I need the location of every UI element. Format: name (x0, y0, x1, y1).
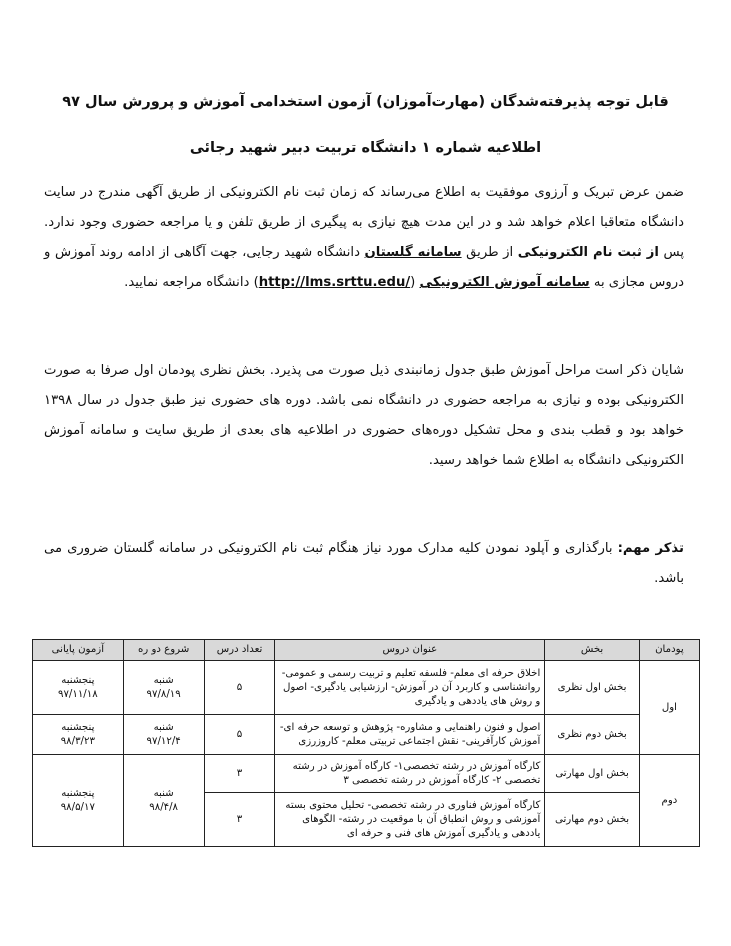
topics-cell: کارگاه آموزش فناوری در رشته تخصصی- تحلیل محتوی بسته آموزشی و روش انطباق آن با موقعیت در رشته- الگوهای یاددهی و یادگیری آموزش های فنی و حرفه ای (275, 793, 545, 847)
text-run: از طریق (461, 245, 518, 260)
header-count: تعداد درس (204, 640, 275, 661)
text-run: ) دانشگاه مراجعه نمایید. (124, 275, 259, 290)
exam-date: ۹۷/۱۱/۱۸ (57, 688, 98, 700)
paragraph-registration (44, 178, 684, 298)
elearning-system-text: سامانه آموزش الکترونیکی (419, 275, 590, 290)
note-label: تذکر مهم: (617, 541, 684, 556)
exam-date: ۹۸/۵/۱۷ (60, 801, 95, 813)
document-title: قابل توجه پذیرفته‌شدگان (مهارت‌آموزان) آزمون استخدامی آموزش و پرورش سال ۹۷ (62, 94, 669, 110)
table-row (33, 661, 700, 715)
section-cell: بخش دوم مهارتی (545, 793, 640, 847)
exam-cell (33, 755, 124, 847)
header-exam: آزمون پایانی (33, 640, 124, 661)
exam-day: پنجشنبه (61, 787, 95, 799)
exam-cell (33, 715, 124, 755)
exam-date: ۹۸/۳/۲۳ (60, 735, 95, 747)
table-row (33, 715, 700, 755)
start-day: شنبه (153, 674, 174, 686)
module-cell: اول (639, 661, 699, 755)
header-module: پودمان (639, 640, 699, 661)
section-cell: بخش دوم نظری (545, 715, 640, 755)
topics-cell: کارگاه آموزش در رشته تخصصی۱- کارگاه آموزش در رشته تخصصی ۲- کارگاه آموزش در رشته تخصصی ۳ (275, 755, 545, 793)
paragraph-important-note (44, 534, 684, 594)
note-text: بارگذاری و آپلود نمودن کلیه مدارک مورد نیاز هنگام ثبت نام الکترونیکی در سامانه گلستان ضروری می باشد. (44, 541, 684, 586)
schedule-table (32, 639, 700, 847)
golestan-system-text: سامانه گلستان (364, 245, 462, 260)
header-section: بخش (545, 640, 640, 661)
count-cell: ۵ (204, 715, 275, 755)
emphasis-text: از ثبت نام الکترونیکی (517, 245, 659, 260)
module-cell: دوم (639, 755, 699, 847)
count-cell: ۳ (204, 755, 275, 793)
table-header-row (33, 640, 700, 661)
count-cell: ۳ (204, 793, 275, 847)
start-day: شنبه (153, 787, 174, 799)
topics-cell: اصول و فنون راهنمایی و مشاوره- پژوهش و توسعه حرفه ای- آموزش کارآفرینی- نقش اجتماعی تربیتی معلم- کاروزرزی (275, 715, 545, 755)
section-cell: بخش اول مهارتی (545, 755, 640, 793)
start-cell (123, 755, 204, 847)
start-date: ۹۸/۴/۸ (149, 801, 179, 813)
start-cell (123, 715, 204, 755)
start-cell (123, 661, 204, 715)
table-row (33, 755, 700, 793)
text-run: دانشگاه شهید رجایی، جهت آگاهی از ادامه روند آموزش و دروس مجازی به (44, 245, 684, 290)
header-start: شروع دو ره (123, 640, 204, 661)
lms-link[interactable]: http://lms.srttu.edu/ (258, 275, 411, 290)
text-run: ( (410, 275, 420, 290)
header-topics: عنوان دروس (275, 640, 545, 661)
start-date: ۹۷/۸/۱۹ (146, 688, 181, 700)
section-cell: بخش اول نظری (545, 661, 640, 715)
start-day: شنبه (153, 721, 174, 733)
exam-day: پنجشنبه (61, 674, 95, 686)
exam-day: پنجشنبه (61, 721, 95, 733)
announcement-subtitle: اطلاعیه شماره ۱ دانشگاه تربیت دبیر شهید رجائی (189, 140, 542, 156)
paragraph-schedule: شایان ذکر است مراحل آموزش طبق جدول زمانبندی ذیل صورت می پذیرد. بخش نظری پودمان اول صرفا به صورت الکترونیکی بوده و نیازی به مراجعه حضوری در دانشگاه نمی باشد. دوره های حضوری نیز طبق جدول در سال ۱۳۹۸ خواهد بود و قطب بندی و محل تشکیل دوره‌های حضوری در اطلاعیه های بعدی از طریق سایت و سامانه آموزش الکترونیکی دانشگاه به اطلاع شما خواهد رسید. (44, 363, 684, 468)
start-date: ۹۷/۱۲/۴ (146, 735, 181, 747)
text-run: ضمن عرض تبریک و آرزوی موفقیت به اطلاع می‌رساند که زمان ثبت نام الکترونیکی از طریق آگهی مندرج در سایت دانشگاه متعاقبا اعلام خواهد شد و در این مدت هیچ نیازی به پیگیری از طریق تلفن و یا مراجعه حضوری وجود ندارد. پس (44, 185, 684, 260)
topics-cell: اخلاق حرفه ای معلم- فلسفه تعلیم و تربیت رسمی و عمومی- روانشناسی و کاربرد آن در آموزش- ارزشیابی یادگیری- اصول و روش های یاددهی و یادگیری (275, 661, 545, 715)
count-cell: ۵ (204, 661, 275, 715)
exam-cell (33, 661, 124, 715)
